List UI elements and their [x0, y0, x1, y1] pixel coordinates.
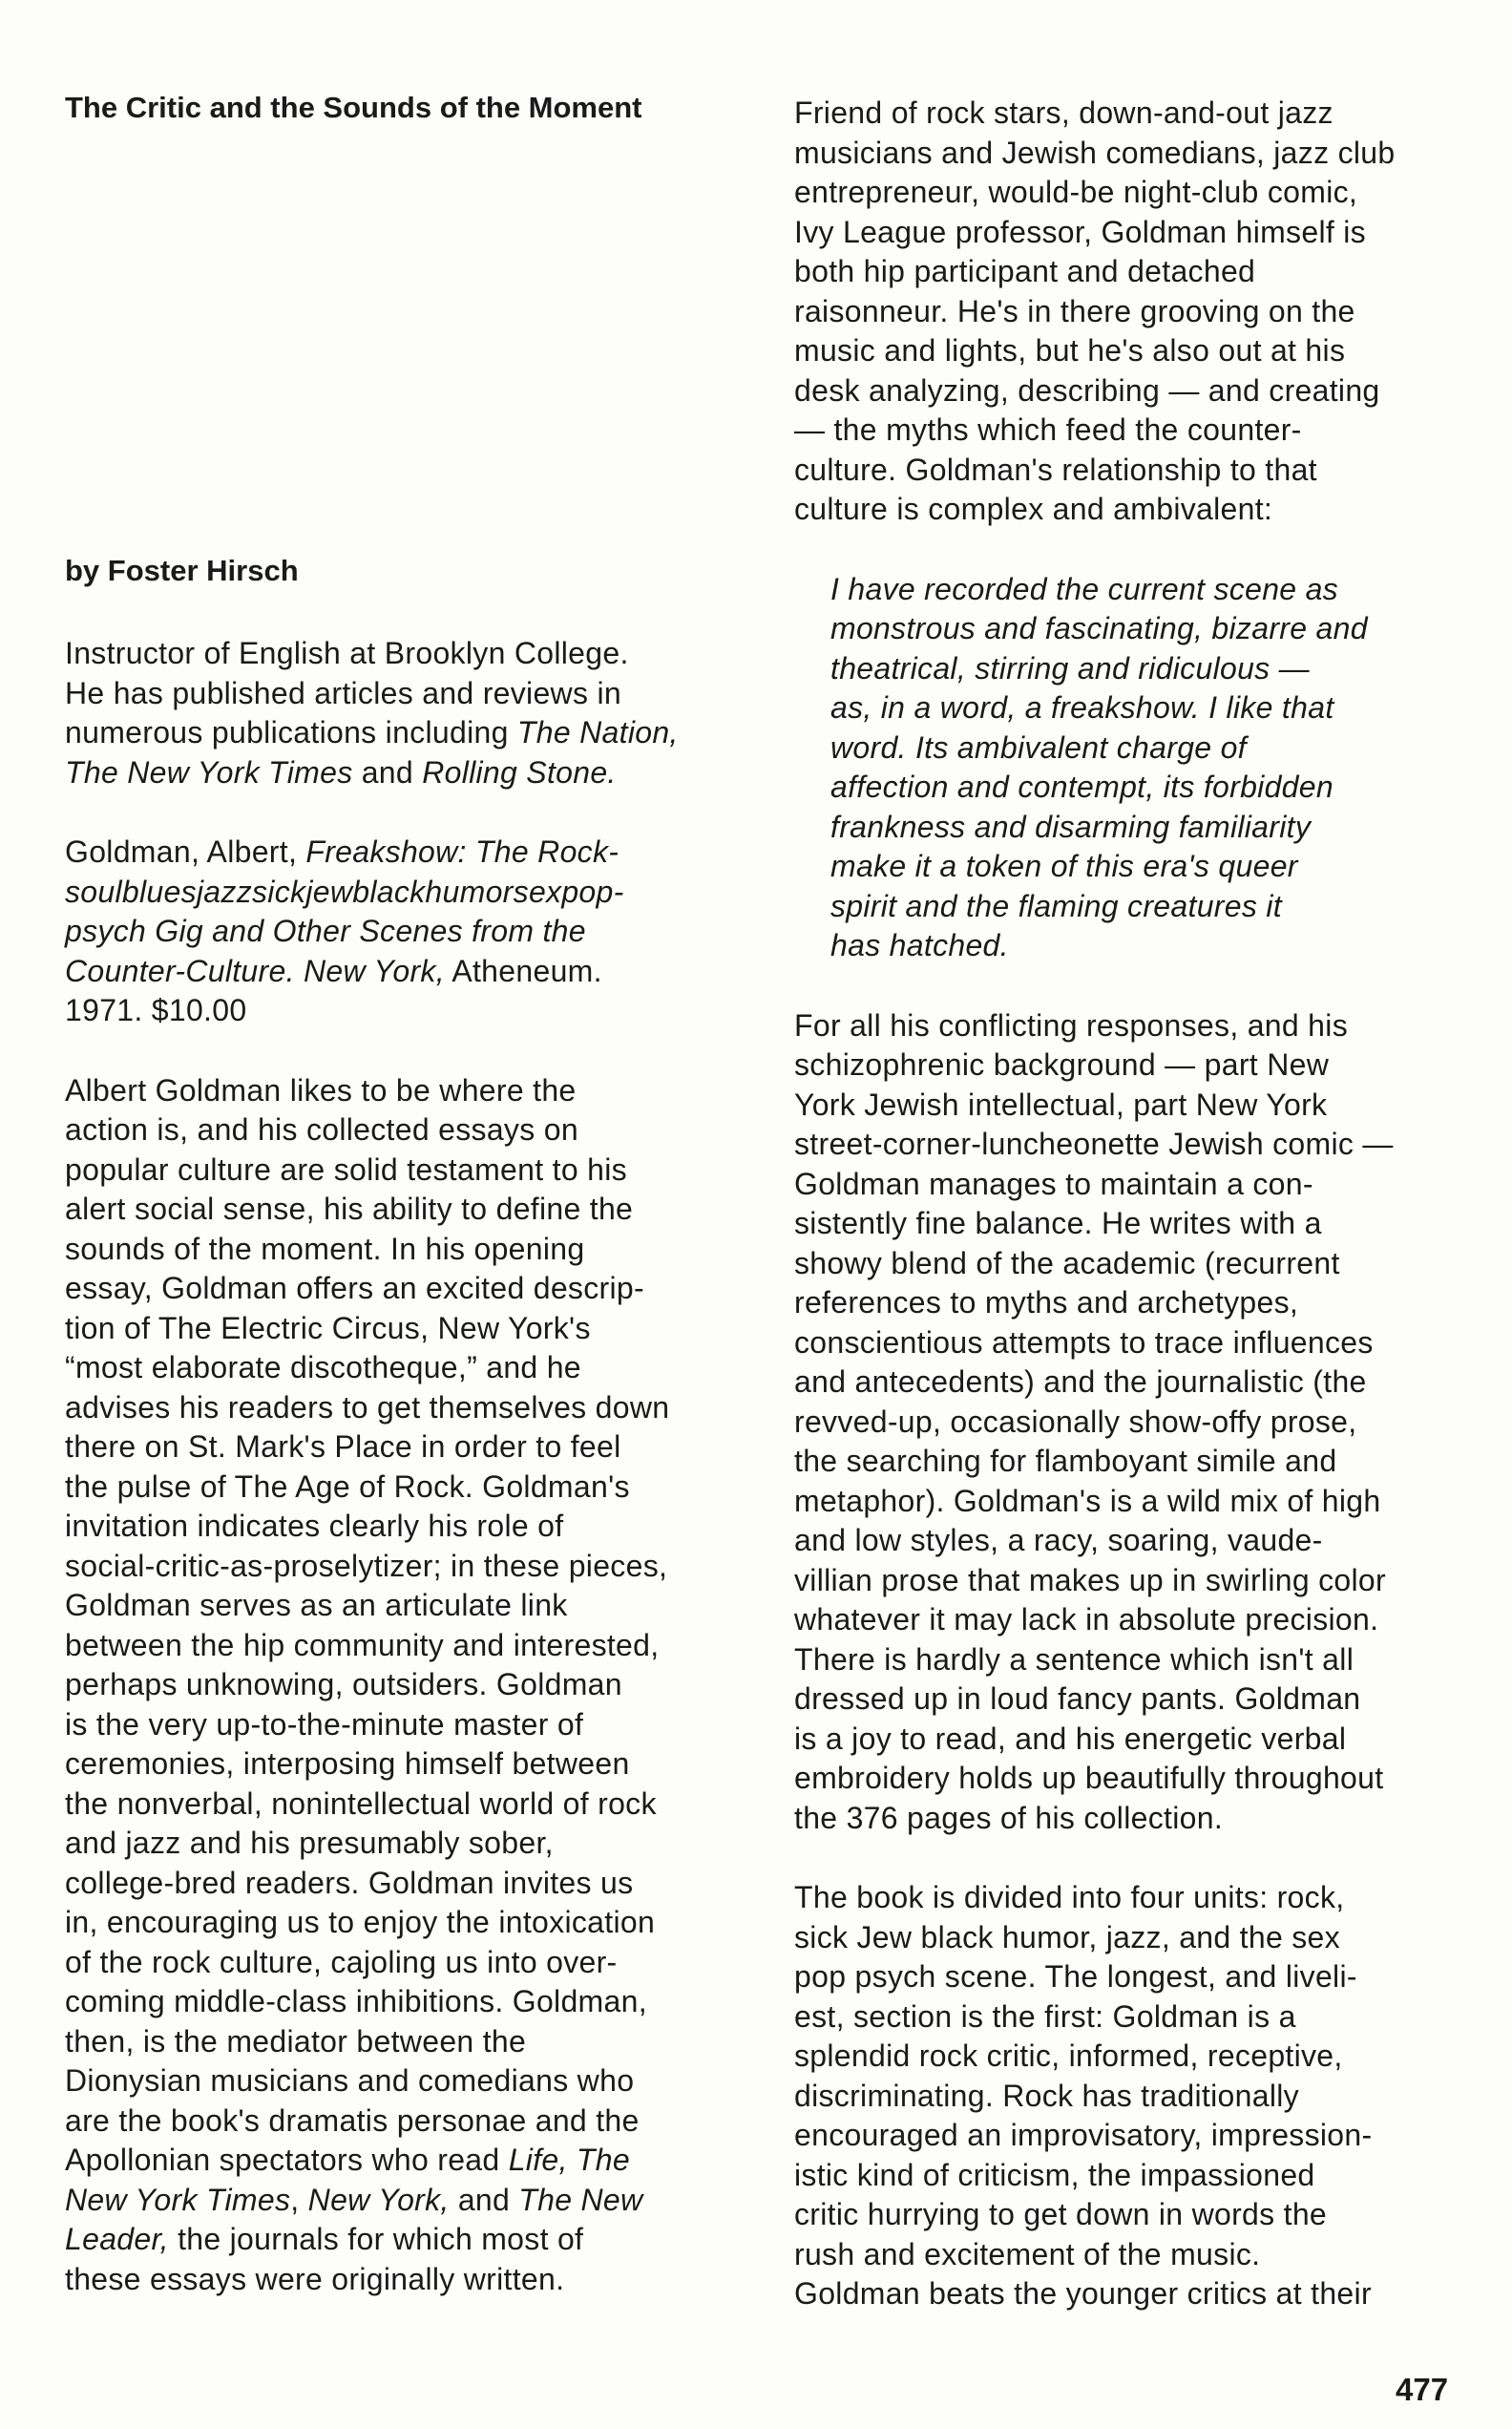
text-line: encouraged an improvisatory, impression- [794, 2118, 1373, 2152]
publication-title: The New York Times [65, 754, 353, 790]
text-line [65, 912, 752, 952]
text-line: tion of The Electric Circus, New York's [65, 1310, 591, 1345]
right-paragraph-1 [794, 94, 1462, 530]
quote-line: word. Its ambivalent charge of [830, 729, 1247, 765]
block-quote [830, 570, 1462, 966]
text-line: and antecedents) and the journalistic (the [794, 1364, 1367, 1399]
quote-line: theatrical, stirring and ridiculous — [830, 650, 1310, 686]
text-span: Goldman, Albert, [65, 834, 306, 869]
publisher-city: New York, [294, 953, 445, 988]
text-line: and jazz and his presumably sober, [65, 1826, 554, 1860]
quote-line: affection and contempt, its forbidden [830, 770, 1334, 804]
text-line: of the rock culture, cajoling us into over- [65, 1944, 618, 1979]
publication-title: The Nation, [516, 715, 679, 750]
text-line: perhaps unknowing, outsiders. Goldman [65, 1667, 622, 1701]
text-line: popular culture are solid testament to his [65, 1151, 627, 1187]
text-line: sounds of the moment. In his opening [65, 1231, 585, 1266]
text-line: metaphor). Goldman's is a wild mix of high [794, 1483, 1381, 1518]
text-line: Goldman serves as an articulate link [65, 1588, 568, 1622]
text-line: istic kind of criticism, the impassioned [794, 2157, 1315, 2192]
text-line: York Jewish intellectual, part New York [794, 1087, 1328, 1122]
text-line: the pulse of The Age of Rock. Goldman's [65, 1468, 630, 1504]
text-line: discriminating. Rock has traditionally [794, 2078, 1299, 2113]
right-column [794, 94, 1462, 2314]
left-column [65, 88, 733, 128]
text-line: Goldman beats the younger critics at their [794, 2276, 1372, 2311]
book-title: Freakshow: The Rock- [305, 834, 620, 869]
text-line: desk analyzing, describing — and creating [794, 372, 1380, 408]
text-line: Instructor of English at Brooklyn College. [65, 636, 629, 670]
text-line: coming middle-class inhibitions. Goldman, [65, 1984, 647, 2018]
text-span: numerous publications including [65, 715, 517, 750]
publication-title: The New [518, 2182, 643, 2217]
quote-line: has hatched. [830, 928, 1009, 962]
text-line: and low styles, a racy, soaring, vaude- [794, 1523, 1323, 1557]
text-line: — the myths which feed the counter- [794, 412, 1302, 447]
right-paragraph-3 [794, 1878, 1462, 2314]
quote-line: frankness and disarming familiarity [830, 809, 1312, 844]
text-line: Friend of rock stars, down-and-out jazz [794, 95, 1334, 130]
quote-line: I have recorded the current scene as [830, 571, 1338, 606]
text-line: then, is the mediator between the [65, 2023, 527, 2059]
text-line: sick Jew black humor, jazz, and the sex [794, 1919, 1340, 1954]
text-line: ceremonies, interposing himself between [65, 1746, 630, 1781]
publication-title: Leader, [65, 2222, 169, 2256]
publication-title: New York Times [65, 2182, 291, 2217]
text-line: Goldman manages to maintain a con- [794, 1166, 1313, 1201]
text-span: , [290, 2182, 308, 2217]
text-line: culture. Goldman's relationship to that [794, 452, 1317, 487]
text-line: college-bred readers. Goldman invites us [65, 1865, 634, 1900]
text-line: He has published articles and reviews in [65, 675, 621, 710]
text-line: conscientious attempts to trace influences [794, 1324, 1374, 1360]
text-span: and [352, 754, 423, 790]
text-line: dressed up in loud fancy pants. Goldman [794, 1681, 1361, 1716]
text-line: Dionysian musicians and comedians who [65, 2063, 635, 2098]
text-line [65, 2181, 752, 2221]
text-line: essay, Goldman offers an excited descrip- [65, 1271, 644, 1305]
text-line: both hip participant and detached [794, 254, 1256, 288]
text-line [65, 753, 752, 793]
author-bio [65, 634, 752, 792]
text-line: pop psych scene. The longest, and liveli- [794, 1959, 1357, 1994]
text-line: whatever it may lack in absolute precision. [794, 1602, 1379, 1637]
text-line: alert social sense, his ability to define the [65, 1192, 634, 1226]
text-line: there on St. Mark's Place in order to feel [65, 1429, 621, 1464]
text-line: musicians and Jewish comedians, jazz club [794, 135, 1396, 170]
text-line: the nonverbal, nonintellectual world of rock [65, 1785, 657, 1821]
text-line: between the hip community and interested, [65, 1627, 660, 1662]
quote-line: monstrous and fascinating, bizarre and [830, 611, 1368, 645]
text-line: references to myths and archetypes, [794, 1285, 1299, 1320]
text-line: advises his readers to get themselves down [65, 1389, 670, 1425]
text-line: showy blend of the academic (recurrent [794, 1245, 1340, 1280]
article-title: The Critic and the Sounds of the Moment [65, 91, 642, 124]
page-number: 477 [1396, 2372, 1449, 2407]
text-line: schizophrenic background — part New [794, 1047, 1330, 1082]
text-line: is a joy to read, and his energetic verbal [794, 1721, 1347, 1756]
text-line: action is, and his collected essays on [65, 1112, 578, 1147]
right-paragraph-2 [794, 1006, 1462, 1839]
text-line: invitation indicates clearly his role of [65, 1509, 564, 1543]
text-line [65, 2220, 752, 2260]
byline: by Foster Hirsch [65, 554, 299, 587]
left-body [65, 634, 752, 2299]
text-line: Ivy League professor, Goldman himself is [794, 214, 1366, 249]
text-line: are the book's dramatis personae and the [65, 2102, 640, 2138]
book-title: soulbluesjazzsickjewblackhumorsexpop- [65, 874, 624, 909]
text-line [65, 713, 752, 753]
text-line: critic hurrying to get down in words the [794, 2197, 1328, 2231]
text-line: embroidery holds up beautifully throughout [794, 1761, 1384, 1795]
text-line: villian prose that makes up in swirling color [794, 1562, 1386, 1597]
text-span: the journals for which most of [168, 2222, 584, 2256]
publication-title: New York, [307, 2182, 450, 2217]
text-line: is the very up-to-the-minute master of [65, 1706, 584, 1742]
text-line: est, section is the first: Goldman is a [794, 1998, 1296, 2034]
text-line: entrepreneur, would-be night-club comic, [794, 175, 1358, 209]
text-span: and [449, 2182, 519, 2217]
publication-title: Rolling Stone. [422, 754, 617, 790]
text-line [65, 873, 752, 913]
text-line: raisonneur. He's in there grooving on the [794, 293, 1355, 328]
text-line: the searching for flamboyant simile and [794, 1444, 1337, 1478]
quote-line: as, in a word, a freakshow. I like that [830, 690, 1334, 725]
text-line: “most elaborate discotheque,” and he [65, 1350, 581, 1384]
text-line: Albert Goldman likes to be where the [65, 1072, 577, 1108]
text-line: these essays were originally written. [65, 2261, 565, 2296]
publication-title: Life, The [508, 2143, 630, 2177]
text-line: culture is complex and ambivalent: [794, 492, 1273, 526]
book-title: psych Gig and Other Scenes from the [65, 914, 586, 948]
book-citation [65, 833, 752, 1031]
text-line [65, 952, 752, 992]
text-line [65, 2141, 752, 2181]
text-line: social-critic-as-proselytizer; in these pieces, [65, 1548, 668, 1583]
text-line: music and lights, but he's also out at his [794, 333, 1346, 368]
text-line: revved-up, occasionally show-offy prose, [794, 1404, 1357, 1439]
book-title: Counter-Culture. [65, 953, 295, 988]
text-line [65, 833, 752, 873]
text-line: the 376 pages of his collection. [794, 1800, 1224, 1835]
text-line: There is hardly a sentence which isn't all [794, 1641, 1354, 1677]
left-paragraph [65, 1071, 752, 2300]
text-span: Apollonian spectators who read [65, 2143, 509, 2177]
quote-line: spirit and the flaming creatures it [830, 888, 1282, 923]
quote-line: make it a token of this era's queer [830, 849, 1298, 883]
text-line: street-corner-luncheonette Jewish comic — [794, 1127, 1394, 1161]
text-line: 1971. $10.00 [65, 993, 247, 1027]
text-line: The book is divided into four units: rock, [794, 1880, 1345, 1914]
text-line: in, encouraging us to enjoy the intoxication [65, 1905, 656, 1939]
text-line: splendid rock critic, informed, receptive, [794, 2038, 1343, 2073]
text-line: sistently fine balance. He writes with a [794, 1206, 1322, 1240]
text-line: rush and excitement of the music. [794, 2236, 1261, 2271]
text-line: For all his conflicting responses, and his [794, 1007, 1348, 1043]
publisher: Atheneum. [444, 953, 602, 988]
